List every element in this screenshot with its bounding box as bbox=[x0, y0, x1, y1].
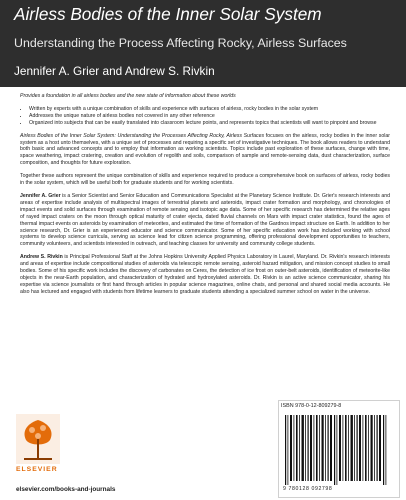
rivkin-name: Andrew S. Rivkin bbox=[20, 254, 63, 261]
description-text: focuses on the airless, rocky bodies in the inner solar system as a host unto themselves, with a unique set of processes and requiring a specific set of investigative techniques. The book allows readers to understand both basic and advanced concepts and to employ that information as working scientists. Topics include past exploration of these surfaces, change with time, space weathering, impact cratering, creation and evolution of regolith and soils, comparison of sample and remote-sensing data, dust characterization, surface composition, and thoughts for future exploration. bbox=[20, 132, 390, 167]
book-authors: Jennifer A. Grier and Andrew S. Rivkin bbox=[14, 64, 215, 78]
feature-list bbox=[20, 106, 390, 127]
elsevier-tree-logo bbox=[16, 414, 60, 464]
cover-header bbox=[0, 0, 406, 87]
grier-bio bbox=[20, 193, 390, 248]
feature-item: • Addresses the unique nature of airless bodies not covered in any other reference bbox=[29, 113, 390, 120]
feature-item: • Written by experts with a unique combination of skills and experience with surfaces of airless, rocky bodies in the solar system bbox=[29, 106, 390, 113]
description-title: Airless Bodies of the Inner Solar System: Understanding the Processes Affecting Rocky, Airless Surfaces bbox=[20, 132, 265, 139]
rivkin-bio bbox=[20, 254, 390, 295]
intro-line: Provides a foundation in all airless bodies and the new state of information about these worlds bbox=[20, 93, 236, 99]
feature-item: • Organized into subjects that can be easily translated into classroom lecture points, and represents topics that scientists will want to pinpoint and browse bbox=[29, 120, 390, 127]
rivkin-bio-text: is Principal Professional Staff at the Johns Hopkins University Applied Physics Laboratory in Laurel, Maryland. Dr. Rivkin's research interests and areas of expertise include compositional studies of asteroids via telescopic remote sensing, asteroid hazard mitigation, and mission concept studies to small bodies. Some of his specific work includes the discovery of carbonates on Ceres, the detection of ice frost on outer-belt asteroids, identification of meteorite-like objects in the near-Earth population, and characterization of hydrated and hydroxylated asteroids. Dr. Rivkin is an active science communicator, sharing his expertise via science journalists or first hand through articles in popular science magazines, online chats, and personal and shared social media accounts. He also has lectured and engaged with students from lifetime learners to graduate students attending a specialized summer school on water in the universe. bbox=[20, 254, 390, 295]
book-title: Airless Bodies of the Inner Solar System bbox=[14, 4, 322, 24]
authors-paragraph: Together these authors represent the unique combination of skills and experience required to produce a comprehensive book on surfaces of airless, rocky bodies in the solar system, which will be useful both for graduate students and for working scientists. bbox=[20, 173, 390, 187]
barcode-number: 9 780128 092798 bbox=[283, 486, 333, 492]
grier-bio-text: is a Senior Scientist and Senior Education and Communications Specialist at the Planetary Science Institute. Dr. Grier's research interests and areas of expertise include analysis of multispectral images of terrestrial planets and asteroids, impact crater formation and morphology, and chronologies of impact events and solid surfaces through examination of remote sensing and isotopic age data. Some of her specific research has determined the relative ages of rayed impact craters on the moon through optical maturity of crater ejecta, dated fluvial channels on Mars with impact crater statistics, found the ages of thermal impact events on asteroids by examination of meteorites, and estimated the time of formation of the Gardnos impact structure on Earth. In addition to her science research, Dr. Grier is an experienced educator and science communicator. Some of her specific education work has included working with school systems to develop science curricula, serving as science lead for citizen science programming, offering professional development opportunities to teachers, community volunteers, and scientists interested in outreach, and teaching classes for university and community college students. bbox=[20, 192, 390, 248]
publisher-url[interactable]: elsevier.com/books-and-journals bbox=[16, 486, 116, 493]
description-paragraph bbox=[20, 133, 390, 168]
back-cover-text bbox=[20, 93, 390, 302]
isbn-label: ISBN 978-0-12-809279-8 bbox=[281, 403, 342, 409]
book-subtitle: Understanding the Process Affecting Rocky, Airless Surfaces bbox=[14, 36, 347, 50]
isbn-barcode-box bbox=[278, 400, 400, 498]
barcode-icon bbox=[283, 415, 393, 485]
publisher-name: ELSEVIER bbox=[16, 466, 58, 473]
grier-name: Jennifer A. Grier bbox=[20, 192, 61, 199]
